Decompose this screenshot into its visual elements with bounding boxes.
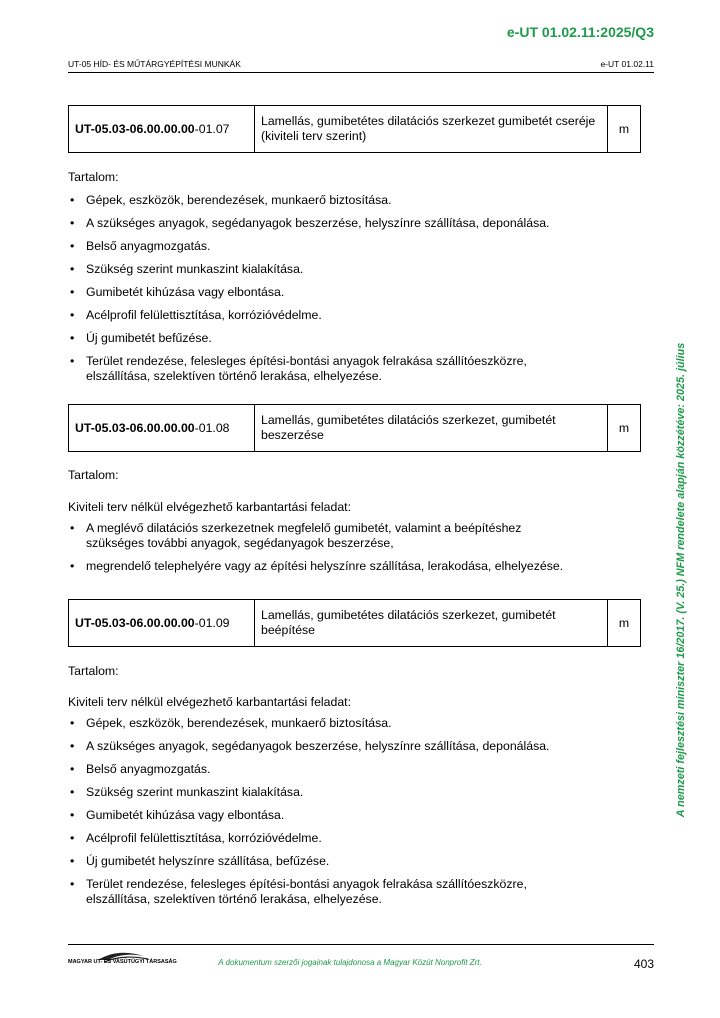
doc-code: e-UT 01.02.11:2025/Q3 xyxy=(506,24,654,40)
header-right: e-UT 01.02.11 xyxy=(600,59,654,69)
content-list xyxy=(68,716,641,907)
list-item: • Gépek, eszközök, berendezések, munkaerő biztosítása. xyxy=(68,716,641,731)
tartalom-label: Tartalom: xyxy=(68,664,119,678)
tartalom-label: Tartalom: xyxy=(68,170,119,184)
list-item: • Gumibetét kihúzása vagy elbontása. xyxy=(68,285,641,300)
item-unit: m xyxy=(608,600,641,647)
item-table-0108 xyxy=(68,404,641,452)
list-item: • Terület rendezése, felesleges építési-bontási anyagok felrakása szállítóeszközre, elszállítása, szelektíven történő lerakása, elhelyezése. xyxy=(68,354,566,384)
footer-rule xyxy=(68,944,654,945)
list-item: • Acélprofil felülettisztítása, korrózióvédelme. xyxy=(68,831,641,846)
list-item: • A szükséges anyagok, segédanyagok beszerzése, helyszínre szállítása, deponálása. xyxy=(68,739,641,754)
intro-text: Kiviteli terv nélkül elvégezhető karbantartási feladat: xyxy=(68,500,351,514)
side-note: A nemzeti fejlesztési miniszter 16/2017. (V. 25.) NFM rendelete alapján közzétéve: 2025. július xyxy=(675,342,687,818)
list-item: • Gumibetét kihúzása vagy elbontása. xyxy=(68,808,641,823)
item-code: UT-05.03-06.00.00.00-01.07 xyxy=(69,106,255,153)
list-item: • Szükség szerint munkaszint kialakítása. xyxy=(68,262,641,277)
tartalom-label: Tartalom: xyxy=(68,468,119,482)
item-table-0107 xyxy=(68,105,641,153)
footer-copyright: A dokumentum szerzői jogainak tulajdonosa a Magyar Közút Nonprofit Zrt. xyxy=(218,958,482,967)
list-item: • Új gumibetét helyszínre szállítása, befűzése. xyxy=(68,854,641,869)
item-code: UT-05.03-06.00.00.00-01.08 xyxy=(69,405,255,452)
list-item: • Szükség szerint munkaszint kialakítása. xyxy=(68,785,641,800)
list-item: • A szükséges anyagok, segédanyagok beszerzése, helyszínre szállítása, deponálása. xyxy=(68,216,641,231)
list-item: • Új gumibetét befűzése. xyxy=(68,331,641,346)
intro-text: Kiviteli terv nélkül elvégezhető karbantartási feladat: xyxy=(68,695,351,709)
header-left: UT-05 HÍD- ÉS MŰTÁRGYÉPÍTÉSI MUNKÁK xyxy=(68,59,241,69)
item-unit: m xyxy=(608,405,641,452)
item-unit: m xyxy=(608,106,641,153)
list-item: • Belső anyagmozgatás. xyxy=(68,239,641,254)
item-table-0109 xyxy=(68,599,641,647)
item-title: Lamellás, gumibetétes dilatációs szerkezet gumibetét cseréje (kiviteli terv szerint) xyxy=(255,106,608,153)
item-title: Lamellás, gumibetétes dilatációs szerkezet, gumibetét beszerzése xyxy=(255,405,608,452)
header-rule xyxy=(68,72,654,73)
list-item: • A meglévő dilatációs szerkezetnek megfelelő gumibetét, valamint a beépítéshez szükséges további anyagok, segédanyagok beszerzése, xyxy=(68,521,546,551)
list-item: • Terület rendezése, felesleges építési-bontási anyagok felrakása szállítóeszközre, elszállítása, szelektíven történő lerakása, elhelyezése. xyxy=(68,877,566,907)
footer-org-name: MAGYAR UT- ÉS VASÚTÜGYI TÁRSASÁG xyxy=(68,959,177,965)
item-code: UT-05.03-06.00.00.00-01.09 xyxy=(69,600,255,647)
list-item: • Acélprofil felülettisztítása, korrózióvédelme. xyxy=(68,308,641,323)
list-item: • Belső anyagmozgatás. xyxy=(68,762,641,777)
content-list xyxy=(68,193,641,384)
content-list xyxy=(68,521,641,574)
list-item: • megrendelő telephelyére vagy az építési helyszínre szállítása, lerakodása, elhelyezése. xyxy=(68,559,641,574)
list-item: • Gépek, eszközök, berendezések, munkaerő biztosítása. xyxy=(68,193,641,208)
page-number: 403 xyxy=(633,957,654,971)
item-title: Lamellás, gumibetétes dilatációs szerkezet, gumibetét beépítése xyxy=(255,600,608,647)
